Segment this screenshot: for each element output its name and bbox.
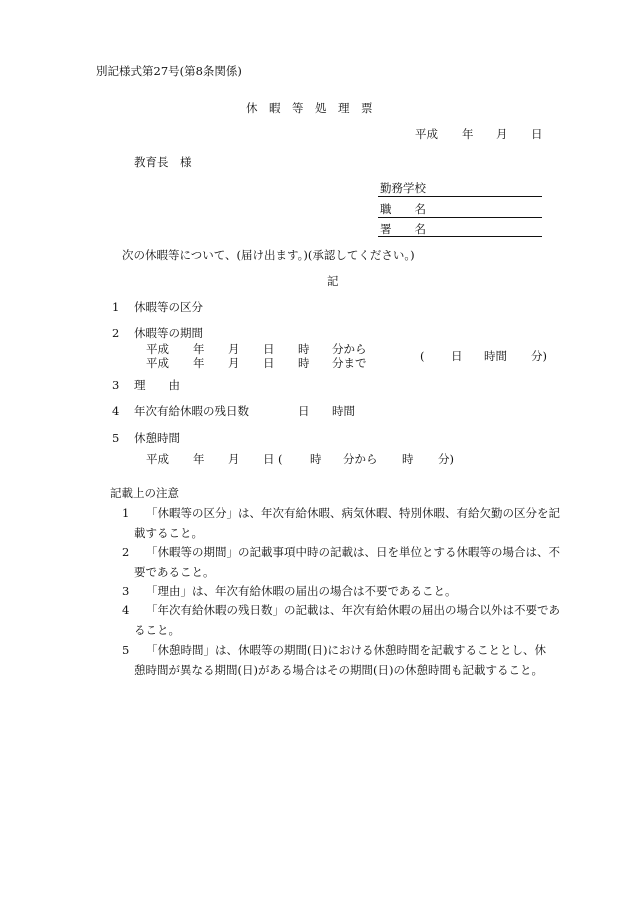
break-month: 月 <box>228 452 240 466</box>
notes-heading: 記載上の注意 <box>110 486 179 500</box>
break-open-paren: ( <box>278 452 283 466</box>
note-text-line2: 憩時間が異なる期間(日)がある場合はその期間(日)の休憩時間も記載すること。 <box>134 663 543 677</box>
note-number: 5 <box>122 643 130 657</box>
period-to-month: 月 <box>228 356 240 370</box>
period-to-hour: 時 <box>298 356 310 370</box>
period-total-minutes: 分) <box>531 349 547 363</box>
signature-label: 署 名 <box>380 222 426 236</box>
workplace-label: 勤務学校 <box>380 181 426 195</box>
item-label: 年次有給休暇の残日数 <box>134 404 249 418</box>
item-number: 5 <box>112 431 120 445</box>
note-text-line1: 「年次有給休暇の残日数」の記載は、年次有給休暇の届出の場合以外は不要であ <box>146 603 560 617</box>
break-era: 平成 <box>146 452 169 466</box>
period-total-days: 日 <box>451 349 463 363</box>
addressee: 教育長 様 <box>134 155 192 169</box>
period-to-year: 年 <box>193 356 205 370</box>
break-day: 日 <box>263 452 275 466</box>
note-number: 3 <box>122 584 130 598</box>
document-title: 休 暇 等 処 理 票 <box>246 101 373 115</box>
date-day: 日 <box>531 127 543 141</box>
note-text-line1: 「理由」は、年次有給休暇の届出の場合は不要であること。 <box>146 584 457 598</box>
item-number: 1 <box>112 300 120 314</box>
note-text-line2: 要であること。 <box>134 565 215 579</box>
remaining-hours-unit: 時間 <box>332 404 355 418</box>
item-label: 休暇等の区分 <box>134 300 203 314</box>
request-text: 次の休暇等について、(届け出ます。)(承認してください。) <box>122 248 415 262</box>
note-text-line2: ること。 <box>134 623 180 637</box>
period-to-era: 平成 <box>146 356 169 370</box>
note-number: 2 <box>122 545 130 559</box>
item-number: 3 <box>112 378 120 392</box>
workplace-field[interactable] <box>378 196 542 197</box>
break-year: 年 <box>193 452 205 466</box>
period-total-open: ( <box>420 349 425 363</box>
note-text-line1: 「休暇等の区分」は、年次有給休暇、病気休暇、特別休暇、有給欠勤の区分を記 <box>146 506 560 520</box>
period-from-year: 年 <box>193 342 205 356</box>
period-to-day: 日 <box>263 356 275 370</box>
period-from-era: 平成 <box>146 342 169 356</box>
item-label: 休暇等の期間 <box>134 326 203 340</box>
period-total-hours: 時間 <box>484 349 507 363</box>
period-to-minute: 分まで <box>332 356 367 370</box>
item-label: 理 由 <box>134 378 180 392</box>
date-month: 月 <box>496 127 508 141</box>
note-text-line2: 載すること。 <box>134 526 203 540</box>
signature-field[interactable] <box>378 236 542 237</box>
period-from-day: 日 <box>263 342 275 356</box>
record-heading: 記 <box>327 274 339 288</box>
note-text-line1: 「休憩時間」は、休暇等の期間(日)における休憩時間を記載することとし、休 <box>146 643 546 657</box>
date-year: 年 <box>462 127 474 141</box>
break-end-minute: 分) <box>438 452 454 466</box>
item-number: 4 <box>112 404 120 418</box>
item-label: 休憩時間 <box>134 431 180 445</box>
note-number: 4 <box>122 603 130 617</box>
period-from-hour: 時 <box>298 342 310 356</box>
break-start-minute: 分から <box>343 452 378 466</box>
form-number: 別記様式第27号(第8条関係) <box>96 64 242 78</box>
break-start-hour: 時 <box>310 452 322 466</box>
note-text-line1: 「休暇等の期間」の記載事項中時の記載は、日を単位とする休暇等の場合は、不 <box>146 545 560 559</box>
date-era: 平成 <box>415 127 438 141</box>
period-from-month: 月 <box>228 342 240 356</box>
item-number: 2 <box>112 326 120 340</box>
break-end-hour: 時 <box>402 452 414 466</box>
period-from-minute: 分から <box>332 342 367 356</box>
note-number: 1 <box>122 506 130 520</box>
position-label: 職 名 <box>380 202 426 216</box>
position-field[interactable] <box>378 217 542 218</box>
remaining-days-unit: 日 <box>298 404 310 418</box>
